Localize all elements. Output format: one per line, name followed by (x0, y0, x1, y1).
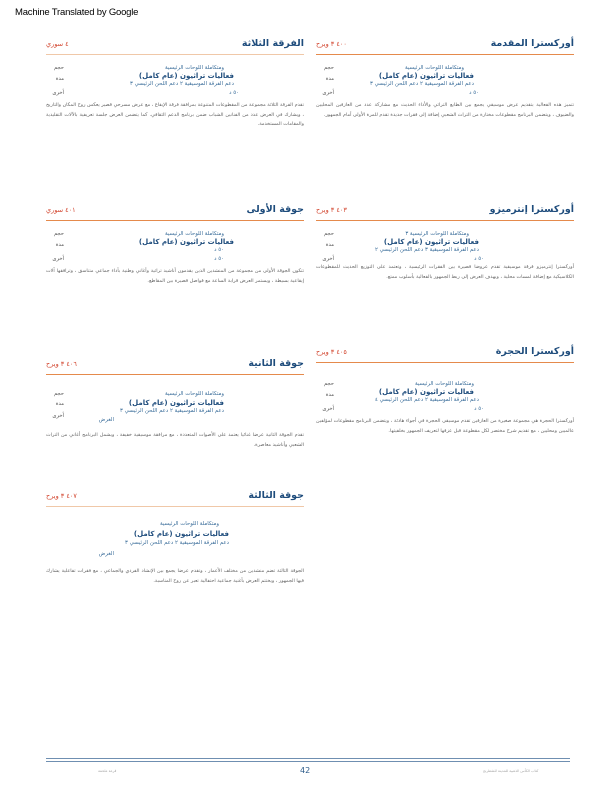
entry-body: أوركسترا الحجرة هي مجموعة صغيرة من العازفين تقدم موسيقى الحجرة في أجواء هادئة ، ويتضمن البرنامج مقطوعات لمؤلفين عالميين ومحليين ، مع تقديم شرح مختصر لكل مقطوعة قبل عزفها لتعريف الجمهور بخلفيتها. (316, 418, 574, 434)
meta-line4: ٥٠ د (469, 90, 479, 96)
entry-meta (46, 221, 304, 265)
entry-meta (316, 221, 574, 265)
label-a: حجم (323, 231, 334, 237)
meta-line1: ومتكاملة اللوحات الرئيسية ٣ (405, 231, 469, 237)
entry-header (46, 490, 304, 507)
meta-line4: الغرض (98, 417, 114, 423)
meta-line4: الغرض (98, 551, 114, 557)
entry-body: تقدم الفرقة الثلاثة مجموعة من المقطوعات المتنوعة بمرافقة فرقة الإيقاع ، مع عرض مسرحي قصير يعكس روح المكان والتاريخ ، ويشارك في العرض عدد من الفنانين الشباب ضمن برنامج الدعم الثقافي. كما يتضمن العرض جلسة تعريفية بالآلات التقليدية والمقامات المستخدمة. (45, 102, 304, 128)
meta-line1: ومتكاملة اللوحات الرئيسية (164, 391, 224, 397)
entry-l3 (46, 358, 304, 450)
meta-line2: فعاليات تراثيون (عام كامل) (138, 72, 234, 80)
meta-line4: ٥٠ د (229, 90, 239, 96)
entry-header (46, 204, 304, 221)
label-b: مدة (55, 76, 64, 82)
entry-title: جوقة الأولى (246, 204, 304, 215)
entry-l1 (46, 38, 304, 130)
label-c: أخرى (52, 413, 64, 419)
meta-line4: ٥٠ د (474, 406, 484, 412)
entry-r2 (316, 204, 574, 282)
entry-number: ٤٠٦ ٣ ويرح (46, 360, 77, 368)
label-a: حجم (53, 65, 64, 71)
label-c: أخرى (52, 90, 64, 96)
meta-line2: فعاليات تراثيون (عام كامل) (378, 388, 474, 396)
entry-header (316, 204, 574, 221)
meta-line3: دعم الفرقة الموسيقية ٢ دعم اللحن الرئيسي ٣ (129, 81, 234, 87)
footer-right-text: كتاب الكأس الذهبية للمدينة للشطرنج (483, 769, 539, 773)
entry-title: أوركسترا المقدمة (490, 38, 574, 49)
label-c: أخرى (322, 406, 334, 412)
entry-header (46, 38, 304, 55)
entry-header (46, 358, 304, 375)
entry-body: تتكون الجوقة الأولى من مجموعة من المنشدين الذين يقدمون أناشيد تراثية وأغاني وطنية بأداء جماعي متناسق ، وترافقها آلات إيقاعية بسيطة ، ويستمر العرض قرابة الساعة مع فواصل قصيرة بين المقاطع. (46, 268, 304, 284)
meta-line2: فعاليات تراثيون (عام كامل) (378, 72, 474, 80)
footer-rule-top (46, 758, 570, 759)
entry-header (316, 38, 574, 55)
entry-r3 (316, 346, 574, 436)
entry-title: أوركسترا إنترميزو (489, 204, 574, 215)
entry-number: ٤٠١ سوري (46, 206, 76, 214)
meta-line4: ٥٠ د (214, 256, 224, 262)
meta-line3: ٥٠ د (214, 247, 224, 253)
footer-rule-bottom (46, 761, 570, 762)
entry-body: الجوقة الثالثة تضم منشدين من مختلف الأعمار ، وتقدم عرضا يجمع بين الإنشاد الفردي والجماعي ، مع فقرات تفاعلية يشارك فيها الجمهور ، ويختتم العرض بأغنية جماعية احتفالية تعبر عن روح المناسبة. (46, 568, 304, 584)
footer-left-text: قرعة ملحمة (98, 769, 117, 773)
entry-title: أوركسترا الحجرة (495, 346, 574, 357)
entry-header (316, 346, 574, 363)
entry-number: ٤٠٧ ٣ ويرح (46, 492, 77, 500)
meta-line2: فعاليات تراثيون (عام كامل) (138, 238, 234, 246)
entry-body: تقدم الجوقة الثانية عرضا غنائيا يعتمد على الأصوات المتعددة ، مع مرافقة موسيقية خفيفة ، ويشمل البرنامج أغاني من التراث الشعبي وأناشيد معاصرة. (46, 432, 304, 448)
entry-meta (316, 363, 574, 412)
label-b: مدة (325, 76, 334, 82)
entry-meta (46, 507, 304, 563)
meta-line1: ومتكاملة اللوحات الرئيسية (414, 381, 474, 387)
entry-number: ٤ سوري (46, 40, 69, 48)
meta-line3: دعم الفرقة الموسيقية ٣ دعم اللحن الرئيسي ٢ (374, 247, 479, 253)
label-a: حجم (323, 65, 334, 71)
entry-title: الفرقة الثلاثة (241, 38, 304, 49)
meta-line3: دعم الفرقة الموسيقية ٢ دعم اللحن الرئيسي ٣ (124, 540, 229, 546)
label-a: حجم (53, 391, 64, 397)
meta-line2: فعاليات تراثيون (عام كامل) (128, 399, 224, 407)
label-b: مدة (55, 401, 64, 407)
entry-l2 (46, 204, 304, 286)
label-b: مدة (325, 242, 334, 248)
meta-line1: ومتكاملة اللوحات الرئيسية (164, 65, 224, 71)
page-number: 42 (300, 766, 311, 775)
entry-l4 (46, 490, 304, 586)
label-c: أخرى (322, 256, 334, 262)
meta-line2: فعاليات تراثيون (عام كامل) (133, 530, 229, 538)
meta-line1: ومتكاملة اللوحات الرئيسية (164, 231, 224, 237)
label-c: أخرى (52, 256, 64, 262)
entry-body: أوركسترا إنترميزو فرقة موسيقية تقدم عروضا قصيرة بين الفقرات الرئيسية ، وتعتمد على التوزيع الحديث للمقطوعات الكلاسيكية مع إضافة لمسات محلية ، ويهدف العرض إلى ربط الجمهور بالفعالية بأسلوب ممتع. (316, 264, 574, 280)
entry-number: ٤٠٠ ٣ ويرح (316, 40, 347, 48)
label-a: حجم (53, 231, 64, 237)
meta-line4: ٥٠ د (474, 256, 484, 262)
label-c: أخرى (322, 90, 334, 96)
entry-body: تتميز هذه الفعالية بتقديم عرض موسيقي يجمع بين الطابع التراثي والأداء الحديث مع مشاركة عدد من العازفين المحليين والضيوف ، ويتضمن البرنامج مقطوعات مختارة من التراث الشعبي إضافة إلى فقرات جديدة تقدم للمرة الأولى أمام الجمهور. (316, 102, 574, 118)
entry-title: جوقة الثانية (248, 358, 304, 369)
entry-number: ٤٠٥ ٣ ويرح (316, 348, 347, 356)
meta-line3: دعم الفرقة الموسيقية ٢ دعم اللحن الرئيسي ٣ (369, 81, 474, 87)
meta-line1: ومتكاملة اللوحات الرئيسية (159, 521, 219, 527)
entry-number: ٤٠٣ ٣ ويرح (316, 206, 347, 214)
meta-line3: دعم الفرقة الموسيقية ٢ دعم اللحن الرئيسي ٣ (119, 408, 224, 414)
machine-translation-banner: Machine Translated by Google (15, 7, 139, 18)
label-b: مدة (325, 392, 334, 398)
entry-meta (46, 375, 304, 427)
meta-line1: ومتكاملة اللوحات الرئيسية (404, 65, 464, 71)
meta-line3: دعم الفرقة الموسيقية ٢ دعم اللحن الرئيسي ٤ (374, 397, 479, 403)
meta-line2: فعاليات تراثيون (عام كامل) (383, 238, 479, 246)
entry-title: جوقة الثالثة (248, 490, 304, 501)
label-a: حجم (323, 381, 334, 387)
entry-meta (46, 55, 304, 99)
entry-r1 (316, 38, 574, 120)
entry-meta (316, 55, 574, 99)
label-b: مدة (55, 242, 64, 248)
